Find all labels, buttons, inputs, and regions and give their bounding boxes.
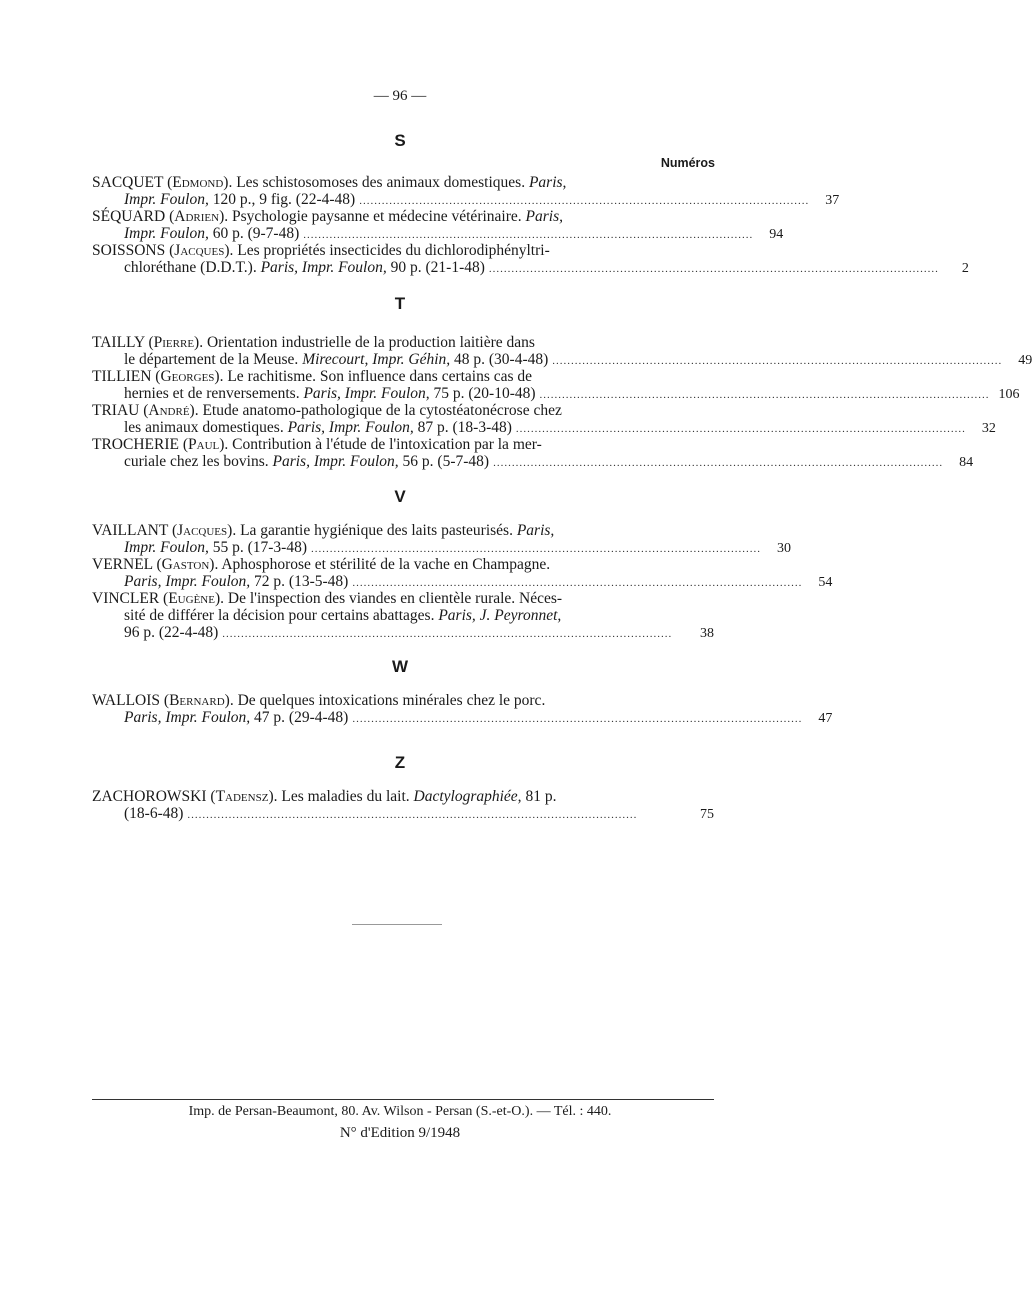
dot-leader: ........................................................................................................................ xyxy=(515,423,966,435)
entry-details: 120 p., 9 fig. (22-4-48) xyxy=(212,191,356,208)
list-item: ZACHOROWSKI (Tadensz). Les maladies du lait. Dactylographiée, 81 p. (18-6-48) ........................................................................................................................ 75 xyxy=(92,788,714,822)
list-item: VERNEL (Gaston). Aphosphorose et stérilité de la vache en Champagne. Paris, Impr. Foulon, 72 p. (13-5-48) ........................................................................................................................ 54 xyxy=(92,556,833,590)
author-name: SACQUET xyxy=(92,174,164,191)
entry-publisher: Paris, Impr. Foulon, xyxy=(287,419,414,436)
author-first-name: Gaston xyxy=(161,556,210,573)
entry-title: De quelques intoxications minérales chez le porc. xyxy=(237,692,546,709)
entry-details: 96 p. (22-4-48) xyxy=(124,624,219,641)
list-item: TROCHERIE (Paul). Contribution à l'étude de l'intoxication par la mer- curiale chez les bovins. Paris, Impr. Foulon, 56 p. (5-7-48) ........................................................................................................................ 84 xyxy=(92,436,974,470)
author-first-name: Tadensz xyxy=(215,788,269,805)
entry-number: 37 xyxy=(825,193,840,208)
list-item: SACQUET (Edmond). Les schistosomoses des animaux domestiques. Paris, Impr. Foulon, 120 p., 9 fig. (22-4-48) ........................................................................................................................ 37 xyxy=(92,174,840,208)
author-name: TROCHERIE xyxy=(92,436,179,453)
list-item: WALLOIS (Bernard). De quelques intoxications minérales chez le porc. Paris, Impr. Foulon, 47 p. (29-4-48) ........................................................................................................................ 47 xyxy=(92,692,833,726)
footer-divider xyxy=(92,1099,714,1100)
author-first-name: Adrien xyxy=(174,208,220,225)
list-item: VINCLER (Eugène). De l'inspection des viandes en clientèle rurale. Néces- sité de différer la décision pour certains abattages. Paris, J. Peyronnet, 96 p. (22-4-48) ........................................................................................................................ 38 xyxy=(92,590,714,641)
author-first-name: Bernard xyxy=(169,692,225,709)
author-name: VINCLER xyxy=(92,590,160,607)
author-first-name: Eugène xyxy=(168,590,215,607)
author-first-name: Jacques xyxy=(177,522,228,539)
entry-details: (18-6-48) xyxy=(124,805,184,822)
entry-title-cont: chloréthane (D.D.T.). xyxy=(124,259,257,276)
entry-pages: 81 p. xyxy=(525,788,557,805)
entry-details: 48 p. (30-4-48) xyxy=(454,351,549,368)
entry-title: Contribution à l'étude de l'intoxication par la mer- xyxy=(232,436,542,453)
author-name: SOISSONS xyxy=(92,242,166,259)
entry-title-cont: sité de différer la décision pour certains abattages. xyxy=(124,607,435,624)
author-first-name: Edmond xyxy=(172,174,224,191)
author-first-name: Jacques xyxy=(174,242,225,259)
author-first-name: André xyxy=(148,402,190,419)
entry-number: 75 xyxy=(700,807,714,822)
dot-leader: ........................................................................................................................ xyxy=(303,229,754,241)
section-letter-t: T xyxy=(394,294,406,313)
entry-number: 38 xyxy=(700,626,714,641)
printer-imprint: Imp. de Persan-Beaumont, 80. Av. Wilson - Persan (S.-et-O.). — Tél. : 440. xyxy=(188,1104,612,1119)
entry-number: 49 xyxy=(1018,353,1032,368)
entry-number: 47 xyxy=(818,711,833,726)
list-item: TRIAU (André). Etude anatomo-pathologique de la cytostéatonécrose chez les animaux domestiques. Paris, Impr. Foulon, 87 p. (18-3-48) ........................................................................................................................ 32 xyxy=(92,402,996,436)
author-first-name: Pierre xyxy=(153,334,195,351)
entry-title-cont: curiale chez les bovins. xyxy=(124,453,269,470)
section-letter-v: V xyxy=(394,487,406,506)
entry-number: 32 xyxy=(981,421,996,436)
dot-leader: ........................................................................................................................ xyxy=(493,457,944,469)
entry-details: 55 p. (17-3-48) xyxy=(212,539,307,556)
entry-publisher: Impr. Foulon, xyxy=(124,539,209,556)
author-first-name: Paul xyxy=(188,436,220,453)
column-header: Numéros xyxy=(660,156,715,170)
entry-place: Paris, xyxy=(528,174,567,191)
entry-publisher: Paris, Impr. Foulon, xyxy=(260,259,387,276)
entry-title-cont: hernies et de renversements. xyxy=(124,385,300,402)
entry-publisher: Dactylographiée, xyxy=(413,788,522,805)
dot-leader: ........................................................................................................................ xyxy=(488,263,939,275)
author-name: TAILLY xyxy=(92,334,145,351)
entry-title: Le rachitisme. Son influence dans certains cas de xyxy=(227,368,533,385)
entry-number: 94 xyxy=(769,227,784,242)
entry-publisher: Mirecourt, Impr. Géhin, xyxy=(302,351,451,368)
dot-leader: ........................................................................................................................ xyxy=(352,713,803,725)
author-name: VERNEL xyxy=(92,556,153,573)
section-letter-w: W xyxy=(391,657,409,676)
entry-details: 87 p. (18-3-48) xyxy=(417,419,512,436)
section-v xyxy=(92,522,833,641)
author-first-name: Georges xyxy=(160,368,215,385)
author-name: VAILLANT xyxy=(92,522,169,539)
entry-title: Etude anatomo-pathologique de la cytostéatonécrose chez xyxy=(202,402,562,419)
list-item: TILLIEN (Georges). Le rachitisme. Son influence dans certains cas de hernies et de renversements. Paris, Impr. Foulon, 75 p. (20-10-48) ........................................................................................................................ 106 xyxy=(92,368,1020,402)
entry-details: 72 p. (13-5-48) xyxy=(254,573,349,590)
section-s xyxy=(92,174,969,276)
edition-number: N° d'Edition 9/1948 xyxy=(339,1125,461,1141)
list-item: TAILLY (Pierre). Orientation industrielle de la production laitière dans le département de la Meuse. Mirecourt, Impr. Géhin, 48 p. (30-4-48) ........................................................................................................................ 49 xyxy=(92,334,1032,368)
author-name: TRIAU xyxy=(92,402,140,419)
entry-place: Paris, xyxy=(516,522,555,539)
section-w xyxy=(92,692,833,726)
dot-leader: ........................................................................................................................ xyxy=(359,195,810,207)
entry-details: 47 p. (29-4-48) xyxy=(254,709,349,726)
dot-leader: ........................................................................................................................ xyxy=(552,355,1003,367)
entry-publisher: Paris, Impr. Foulon, xyxy=(303,385,430,402)
entry-title: Les maladies du lait. xyxy=(281,788,410,805)
entry-title: La garantie hygiénique des laits pasteurisés. xyxy=(240,522,513,539)
entry-publisher: Paris, Impr. Foulon, xyxy=(124,709,251,726)
section-z xyxy=(92,788,714,822)
list-item: VAILLANT (Jacques). La garantie hygiénique des laits pasteurisés. Paris, Impr. Foulon, 55 p. (17-3-48) ........................................................................................................................ 30 xyxy=(92,522,791,556)
entry-details: 90 p. (21-1-48) xyxy=(390,259,485,276)
entry-title: Orientation industrielle de la production laitière dans xyxy=(206,334,535,351)
author-name: ZACHOROWSKI xyxy=(92,788,207,805)
page-number: — 96 — xyxy=(373,88,427,104)
entry-details: 56 p. (5-7-48) xyxy=(402,453,490,470)
entry-number: 84 xyxy=(959,455,974,470)
entry-title: De l'inspection des viandes en clientèle rurale. Néces- xyxy=(227,590,563,607)
dot-leader: ........................................................................................................................ xyxy=(539,389,990,401)
entry-title-cont: le département de la Meuse. xyxy=(124,351,299,368)
entry-details: 60 p. (9-7-48) xyxy=(212,225,300,242)
entry-title: Les propriétés insecticides du dichlorodiphényltri- xyxy=(237,242,550,259)
section-t xyxy=(92,334,1032,470)
entry-title-cont: les animaux domestiques. xyxy=(124,419,284,436)
author-name: TILLIEN xyxy=(92,368,152,385)
entry-place: Paris, xyxy=(525,208,563,225)
section-letter-z: Z xyxy=(394,753,406,772)
entry-title: Les schistosomoses des animaux domestiques. xyxy=(236,174,526,191)
dot-leader: ........................................................................................................................ xyxy=(187,809,638,821)
entry-number: 30 xyxy=(776,541,791,556)
entry-publisher: Impr. Foulon, xyxy=(124,225,209,242)
short-divider xyxy=(352,924,442,925)
entry-title: Aphosphorose et stérilité de la vache en Champagne. xyxy=(221,556,551,573)
section-letter-s: S xyxy=(394,131,406,150)
entry-number: 2 xyxy=(961,261,969,276)
entry-number: 106 xyxy=(998,387,1020,402)
author-name: WALLOIS xyxy=(92,692,161,709)
entry-publisher: Paris, Impr. Foulon, xyxy=(124,573,251,590)
dot-leader: ........................................................................................................................ xyxy=(352,577,803,589)
dot-leader: ........................................................................................................................ xyxy=(310,543,761,555)
entry-publisher: Paris, Impr. Foulon, xyxy=(272,453,399,470)
entry-publisher: Impr. Foulon, xyxy=(124,191,209,208)
dot-leader: ........................................................................................................................ xyxy=(222,628,673,640)
author-name: SÉQUARD xyxy=(92,208,166,225)
entry-title: Psychologie paysanne et médecine vétérinaire. xyxy=(231,208,522,225)
entry-publisher: Paris, J. Peyronnet, xyxy=(438,607,562,624)
entry-number: 54 xyxy=(818,575,833,590)
entry-details: 75 p. (20-10-48) xyxy=(433,385,536,402)
list-item: SÉQUARD (Adrien). Psychologie paysanne et médecine vétérinaire. Paris, Impr. Foulon, 60 p. (9-7-48) ........................................................................................................................ 94 xyxy=(92,208,784,242)
list-item: SOISSONS (Jacques). Les propriétés insecticides du dichlorodiphényltri- chloréthane (D.D.T.). Paris, Impr. Foulon, 90 p. (21-1-48) ........................................................................................................................ 2 xyxy=(92,242,969,276)
